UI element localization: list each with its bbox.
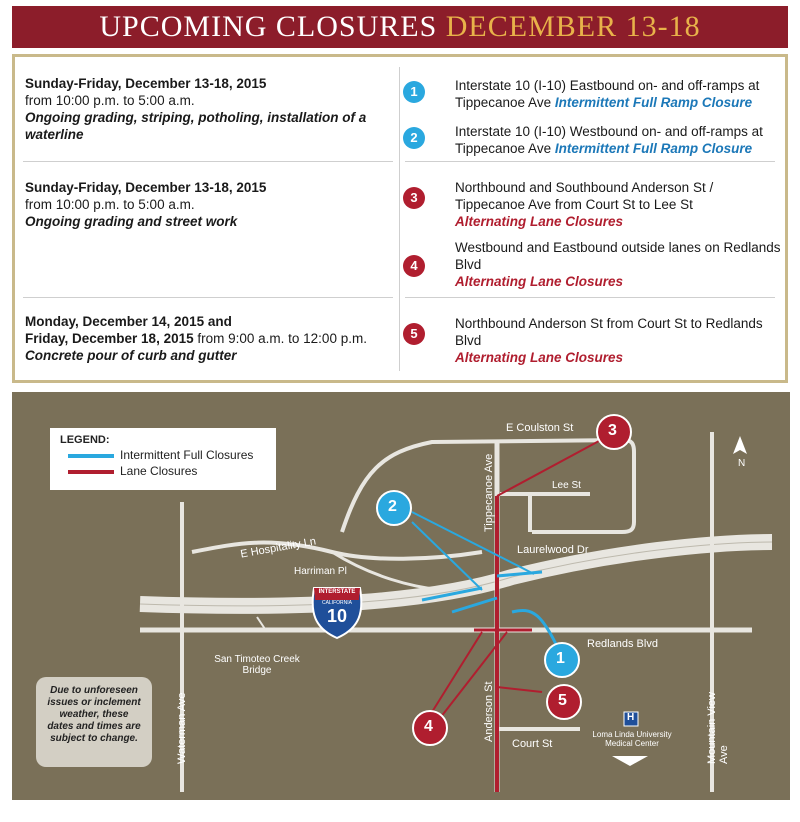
closure-description bbox=[455, 315, 785, 366]
closure-type: Alternating Lane Closures bbox=[455, 214, 624, 229]
ramp-closure-eb bbox=[452, 598, 497, 612]
schedule-group-3 bbox=[25, 313, 397, 364]
legend-swatch-full bbox=[68, 454, 114, 458]
legend-swatch-lane bbox=[68, 470, 114, 474]
group-work: Concrete pour of curb and gutter bbox=[25, 348, 237, 363]
schedule-group-2 bbox=[25, 179, 385, 230]
closure-item-5 bbox=[403, 315, 783, 369]
closure-text: Northbound Anderson St from Court St to Redlands Blvd bbox=[455, 316, 763, 348]
closure-description bbox=[455, 239, 785, 290]
group-dates: Monday, December 14, 2015 and bbox=[25, 314, 232, 329]
shield-top: INTERSTATE bbox=[318, 589, 356, 595]
column-divider bbox=[399, 67, 400, 371]
closure-item-3 bbox=[403, 179, 783, 233]
label-laurelwood: Laurelwood Dr bbox=[517, 544, 589, 556]
closure-description bbox=[455, 123, 785, 157]
closure-item-1 bbox=[403, 77, 783, 117]
banner-dates: DECEMBER 13-18 bbox=[445, 10, 701, 43]
closure-text: Interstate 10 (I-10) Eastbound on- and off-ramps at Tippecanoe Ave bbox=[455, 78, 760, 110]
closure-number-badge: 3 bbox=[403, 187, 425, 209]
callout-1-label: 1 bbox=[556, 650, 565, 667]
closure-type: Alternating Lane Closures bbox=[455, 274, 624, 289]
label-hospitality: E Hospitality Ln bbox=[239, 535, 317, 561]
closure-item-2 bbox=[403, 123, 783, 163]
disclaimer-text: Due to unforeseen issues or inclement weather, these dates and times are subject to change. bbox=[47, 685, 141, 744]
ramp-closure-callout-2a bbox=[412, 522, 482, 590]
closure-number-badge: 4 bbox=[403, 255, 425, 277]
label-mountain-view: Mountain View Ave bbox=[706, 692, 730, 764]
legend-title: LEGEND: bbox=[60, 434, 110, 446]
group-times: from 10:00 p.m. to 5:00 a.m. bbox=[25, 93, 195, 108]
shield-state: CALIFORNIA bbox=[321, 600, 352, 606]
group-dates: Friday, December 18, 2015 bbox=[25, 331, 194, 346]
label-bridge: San Timoteo Creek Bridge bbox=[214, 654, 300, 676]
schedule-group-1 bbox=[25, 75, 385, 143]
banner-title: UPCOMING CLOSURES bbox=[99, 10, 438, 43]
header-banner bbox=[12, 6, 788, 48]
row-divider bbox=[405, 297, 775, 298]
map-legend bbox=[50, 428, 276, 490]
ramp-closure-callout-2b bbox=[412, 512, 534, 574]
closure-type: Intermittent Full Ramp Closure bbox=[554, 141, 753, 156]
callout-4-label: 4 bbox=[424, 718, 433, 735]
closure-type: Alternating Lane Closures bbox=[455, 350, 624, 365]
group-dates: Sunday-Friday, December 13-18, 2015 bbox=[25, 180, 267, 195]
label-court: Court St bbox=[512, 738, 553, 750]
label-waterman: Waterman Ave bbox=[176, 692, 188, 764]
closure-item-4 bbox=[403, 239, 783, 293]
closure-description bbox=[455, 77, 785, 111]
label-harriman: Harriman Pl bbox=[294, 566, 347, 577]
lane-closure-callout-4 bbox=[432, 632, 482, 712]
label-tippecanoe: Tippecanoe Ave bbox=[483, 453, 495, 532]
hospital-letter: H bbox=[627, 712, 635, 723]
north-arrow-icon bbox=[733, 436, 747, 454]
label-north: N bbox=[738, 458, 746, 469]
legend-label-lane: Lane Closures bbox=[120, 464, 198, 478]
shield-number: 10 bbox=[326, 606, 348, 626]
row-divider bbox=[23, 297, 393, 298]
label-lee: Lee St bbox=[552, 480, 581, 491]
group-times: from 10:00 p.m. to 5:00 a.m. bbox=[25, 197, 195, 212]
group-times: from 9:00 a.m. to 12:00 p.m. bbox=[197, 331, 367, 346]
schedule-panel bbox=[12, 54, 788, 383]
closure-text: Westbound and Eastbound outside lanes on Redlands Blvd bbox=[455, 240, 781, 272]
direction-arrow-icon bbox=[612, 756, 648, 766]
label-anderson: Anderson St bbox=[483, 681, 495, 742]
closure-text: Northbound and Southbound Anderson St / Tippecanoe Ave from Court St to Lee St bbox=[455, 180, 714, 212]
closure-number-badge: 1 bbox=[403, 81, 425, 103]
callout-2-label: 2 bbox=[388, 498, 397, 515]
label-redlands: Redlands Blvd bbox=[587, 638, 658, 650]
closure-text: Interstate 10 (I-10) Westbound on- and off-ramps at Tippecanoe Ave bbox=[455, 124, 763, 156]
legend-label-full: Intermittent Full Closures bbox=[120, 448, 254, 462]
group-work: Ongoing grading and street work bbox=[25, 214, 238, 229]
closure-description bbox=[455, 179, 785, 230]
lane-closure-callout-5 bbox=[497, 687, 542, 692]
disclaimer-note bbox=[36, 677, 152, 767]
group-work: Ongoing grading, striping, potholing, installation of a waterline bbox=[25, 110, 367, 142]
closure-type: Intermittent Full Ramp Closure bbox=[554, 95, 753, 110]
callout-3-label: 3 bbox=[608, 422, 617, 439]
group-dates: Sunday-Friday, December 13-18, 2015 bbox=[25, 76, 267, 91]
closure-number-badge: 2 bbox=[403, 127, 425, 149]
freeway-i10 bbox=[140, 542, 772, 606]
callout-5-label: 5 bbox=[558, 692, 567, 709]
closure-map bbox=[12, 392, 790, 800]
row-divider bbox=[23, 161, 393, 162]
label-medical-center: Loma Linda University Medical Center bbox=[592, 730, 672, 748]
label-coulston: E Coulston St bbox=[506, 422, 574, 434]
closure-number-badge: 5 bbox=[403, 323, 425, 345]
